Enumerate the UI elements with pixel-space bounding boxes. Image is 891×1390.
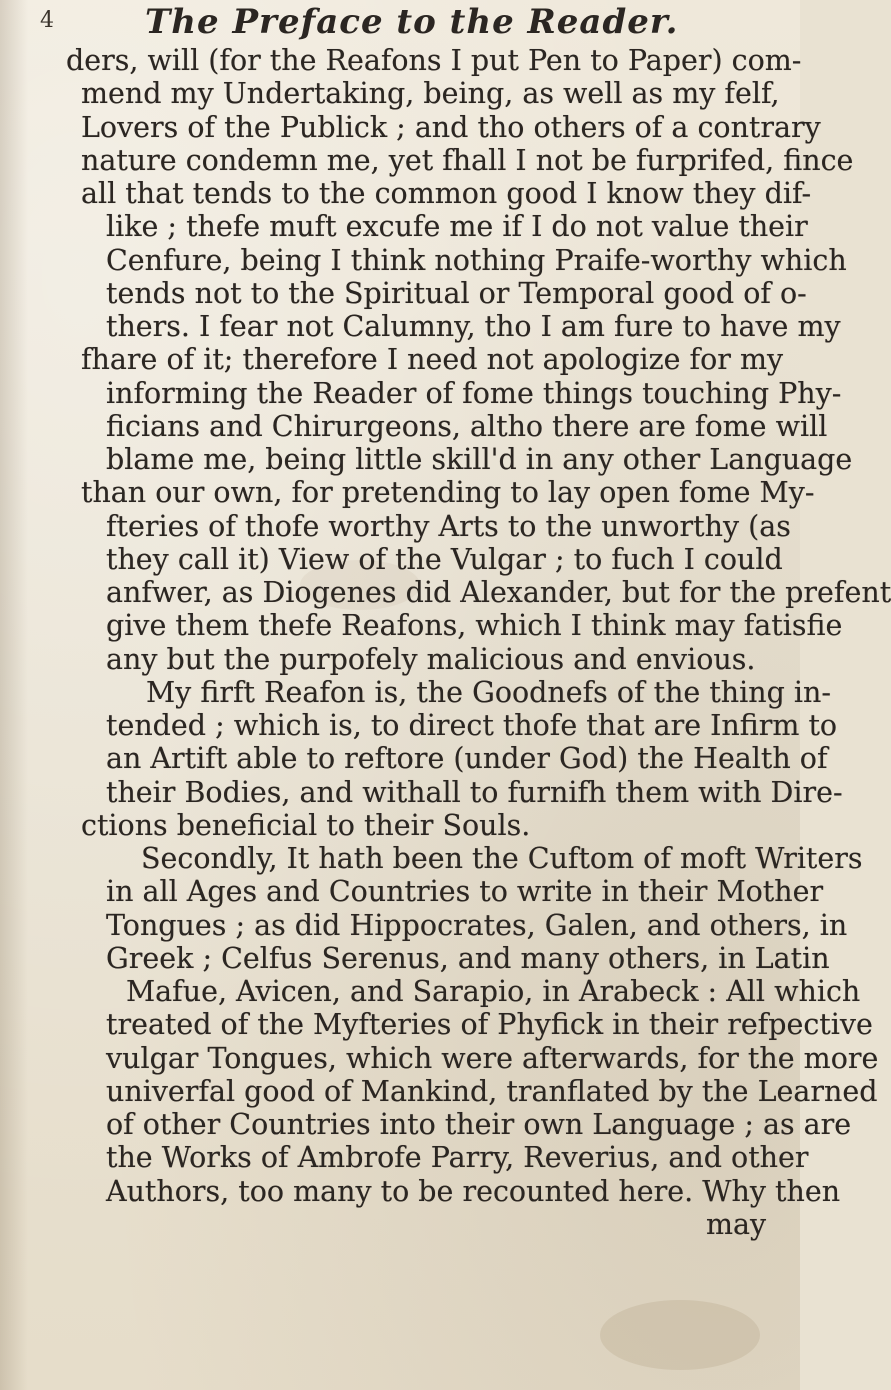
- page-number: 4: [40, 8, 55, 33]
- text-line: any but the purpofely malicious and envious.: [106, 642, 756, 676]
- text-line: fteries of thofe worthy Arts to the unworthy (as: [106, 509, 791, 543]
- text-line: the Works of Ambrofe Parry, Reverius, and other: [106, 1141, 809, 1175]
- text-line: ficians and Chirurgeons, altho there are fome will: [106, 409, 828, 443]
- text-line: anfwer, as Diogenes did Alexander, but for the prefent: [106, 576, 891, 609]
- text-line: tends not to the Spiritual or Temporal good of o-: [106, 276, 807, 310]
- page-header: [20, 2, 780, 46]
- text-line: thers. I fear not Calumny, tho I am fure to have my: [106, 310, 841, 343]
- body-text: [26, 44, 891, 1241]
- text-line: Lovers of the Publick ; and tho others of a contrary: [81, 110, 821, 144]
- text-line: univerfal good of Mankind, tranflated by the Learned: [106, 1074, 878, 1108]
- text-line: Greek ; Celfus Serenus, and many others, in Latin: [106, 941, 830, 975]
- text-line: they call it) View of the Vulgar ; to fuch I could: [106, 542, 783, 576]
- text-line: vulgar Tongues, which were afterwards, for the more: [106, 1041, 879, 1075]
- text-line: Tongues ; as did Hippocrates, Galen, and others, in: [106, 908, 848, 942]
- text-line: informing the Reader of fome things touching Phy-: [106, 376, 842, 410]
- page-binding-shadow: [0, 0, 28, 1390]
- text-line: tended ; which is, to direct thofe that are Infirm to: [106, 709, 838, 742]
- text-line: treated of the Myfteries of Phyfick in their refpective: [106, 1008, 873, 1042]
- paper-stain: [600, 1300, 760, 1370]
- text-line: nature condemn me, yet fhall I not be furprifed, fince: [81, 143, 854, 177]
- text-line: blame me, being little skill'd in any other Language: [106, 443, 853, 476]
- text-line: like ; thefe muft excufe me if I do not value their: [106, 210, 808, 244]
- text-line: an Artift able to reftore (under God) the Health of: [106, 742, 828, 776]
- text-line: Authors, too many to be recounted here. Why then: [106, 1174, 841, 1208]
- text-line: give them thefe Reafons, which I think may fatisfie: [106, 609, 843, 643]
- text-line: of other Countries into their own Language ; as are: [106, 1108, 852, 1141]
- text-line: Mafue, Avicen, and Sarapio, in Arabeck : All which: [126, 975, 861, 1008]
- text-line: Secondly, It hath been the Cuftom of moft Writers: [141, 842, 863, 875]
- text-line: fhare of it; therefore I need not apologize for my: [81, 343, 784, 377]
- text-line: Cenfure, being I think nothing Praife-worthy which: [106, 243, 847, 277]
- text-line: all that tends to the common good I know they dif-: [81, 177, 812, 210]
- running-head: The Preface to the Reader.: [145, 2, 679, 42]
- text-line: ctions beneficial to their Souls.: [81, 808, 531, 842]
- catchword: may: [706, 1207, 767, 1241]
- text-line: than our own, for pretending to lay open fome My-: [81, 476, 815, 510]
- text-line: mend my Undertaking, being, as well as my felf,: [81, 77, 780, 111]
- text-line: ders, will (for the Reafons I put Pen to Paper) com-: [66, 44, 802, 77]
- text-line: in all Ages and Countries to write in their Mother: [106, 875, 824, 909]
- text-line: My firft Reafon is, the Goodnefs of the thing in-: [146, 675, 832, 709]
- text-line: their Bodies, and withall to furnifh them with Dire-: [106, 775, 843, 809]
